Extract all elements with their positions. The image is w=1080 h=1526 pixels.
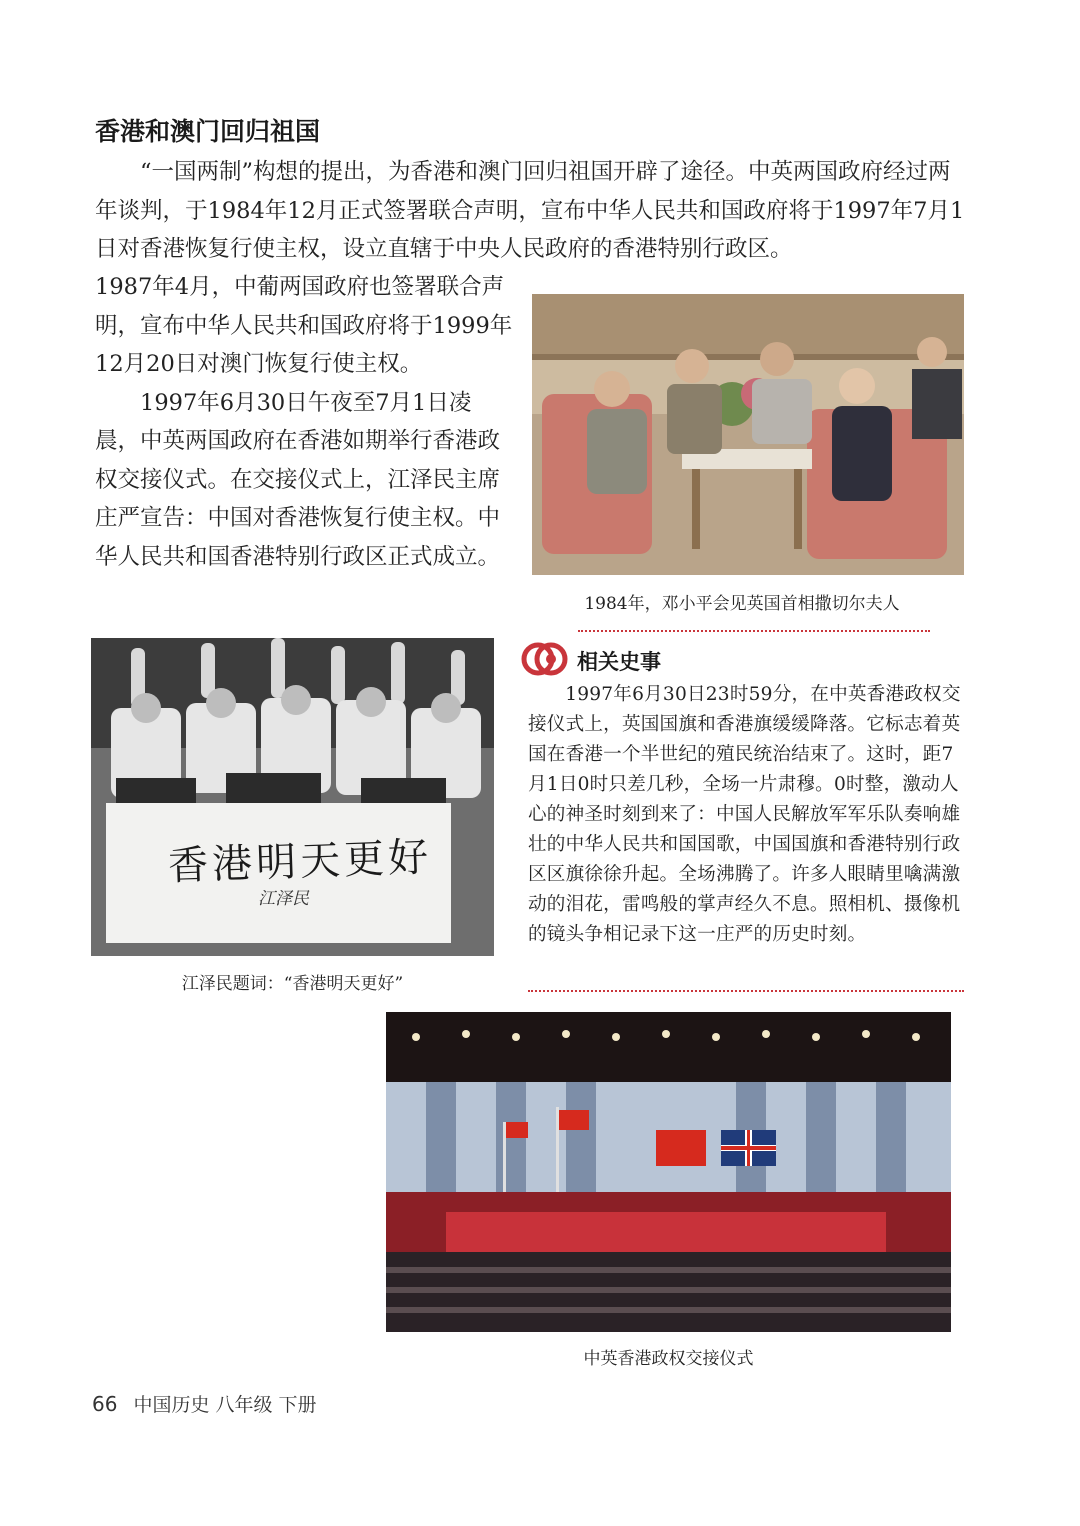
inscription-caption: 江泽民题词：“香港明天更好” [181, 974, 404, 994]
page-number: 66 [92, 1392, 118, 1416]
intro-paragraph [95, 153, 970, 269]
macau-paragraph: 1987年4月，中葡两国政府也签署联合声明，宣布中华人民共和国政府将于1999年12月20日对澳门恢复行使主权。 [95, 274, 513, 377]
box-top-divider [578, 630, 930, 632]
box-bottom-divider [528, 990, 964, 992]
intro-text: “一国两制”构想的提出，为香港和澳门回归祖国开辟了途径。中英两国政府经过两年谈判，于1984年12月正式签署联合声明，宣布中华人民共和国政府将于1997年7月1日对香港恢复行使主权，设立直辖于中央人民政府的香港特别行政区。 [95, 159, 965, 262]
ceremony-photo [386, 1012, 951, 1332]
page-footer [92, 1390, 317, 1417]
related-box-text: 1997年6月30日23时59分，在中英香港政权交接仪式上，英国国旗和香港旗缓缓降落。它标志着英国在香港一个半世纪的殖民统治结束了。这时，距7月1日0时只差几秒，全场一片肃穆。0时整，激动人心的神圣时刻到来了：中国人民解放军军乐队奏响雄壮的中华人民共和国国歌，中国国旗和香港特别行政区区旗徐徐升起。全场沸腾了。许多人眼睛里噙满激动的泪花，雷鸣般的掌声经久不息。照相机、摄像机的镜头争相记录下这一庄严的历史时刻。 [528, 684, 961, 945]
handover-paragraph: 1997年6月30日午夜至7月1日凌晨，中英两国政府在香港如期举行香港政权交接仪式。在交接仪式上，江泽民主席庄严宣告：中国对香港恢复行使主权。中华人民共和国香港特别行政区正式成立。 [95, 389, 501, 570]
related-history-icon [518, 634, 570, 684]
ceremony-caption: 中英香港政权交接仪式 [583, 1349, 754, 1369]
meeting-photo [532, 294, 964, 575]
inscription-calligraphy: 香港明天更好 [167, 834, 433, 890]
section-title: 香港和澳门回归祖国 [95, 117, 321, 146]
related-box-title: 相关史事 [577, 650, 661, 674]
meeting-caption: 1984年，邓小平会见英国首相撒切尔夫人 [584, 594, 900, 614]
book-title: 中国历史 八年级 下册 [133, 1394, 317, 1416]
left-column-text [95, 268, 513, 576]
inscription-signature: 江泽民 [258, 889, 309, 909]
related-box-body [528, 680, 968, 950]
